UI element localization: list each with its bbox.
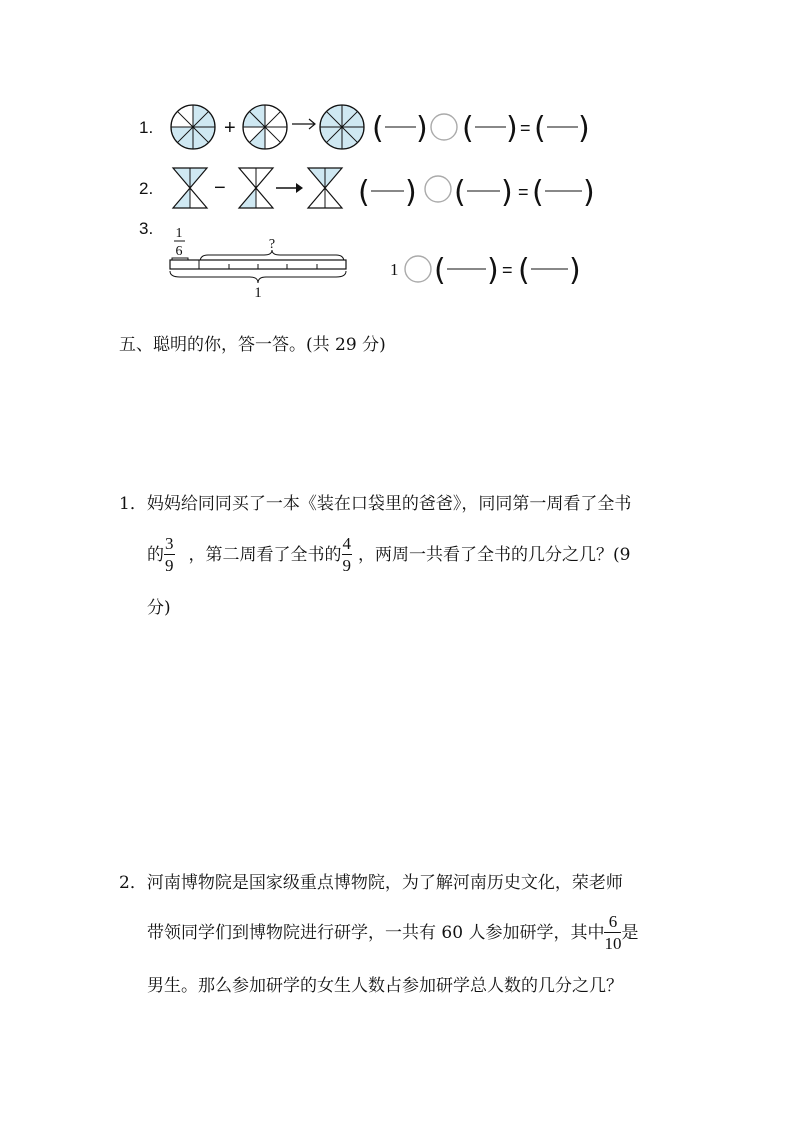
- operator-circle-blank: [405, 256, 431, 282]
- hourglass-2: [239, 168, 273, 208]
- item-number-1: 1.: [139, 118, 154, 137]
- question-text: 河南博物院是国家级重点博物院，为了解河南历史文化，荣老师: [146, 873, 623, 893]
- bottom-label: 1: [254, 285, 262, 301]
- fraction-blank-2: [462, 111, 518, 146]
- question-text: ，第二周看了全书的: [188, 544, 342, 565]
- svg-text:): ): [578, 111, 590, 146]
- top-fraction-denominator: 6: [175, 244, 183, 259]
- svg-text:): ): [569, 253, 581, 288]
- question-number: 1．: [119, 494, 147, 514]
- question-text: 是: [621, 922, 639, 943]
- question-text: 的: [147, 544, 164, 565]
- question-2-line-1: [119, 873, 623, 893]
- minus-sign: −: [214, 177, 226, 199]
- operator-circle-blank: [425, 176, 451, 202]
- fraction-blank-answer: [534, 111, 590, 146]
- pie-circle-2: [243, 105, 287, 149]
- fraction-blank-1: [434, 253, 499, 288]
- svg-text:(: (: [532, 175, 544, 210]
- fraction-blank-answer: [518, 253, 581, 288]
- arrow-icon: [292, 119, 315, 129]
- pie-circle-3: [320, 105, 364, 149]
- question-text: ，两周一共看了全书的几分之几？(9: [358, 544, 631, 565]
- svg-text:(: (: [372, 111, 384, 146]
- svg-text:(: (: [462, 111, 474, 146]
- row1-figures: [168, 102, 588, 154]
- question-text: 妈妈给同同买了一本《装在口袋里的爸爸》，同同第一周看了全书: [146, 494, 632, 514]
- svg-text:): ): [487, 253, 499, 288]
- bottom-curly-brace: [170, 271, 346, 283]
- question-1-line-3: 分): [147, 598, 171, 618]
- fraction-blank-answer: [532, 175, 595, 210]
- item-number-3: 3.: [139, 219, 154, 238]
- fraction-blank-2: [454, 175, 513, 210]
- fraction-blank-1: [358, 175, 417, 210]
- question-number: 2．: [119, 873, 147, 893]
- svg-text:(: (: [358, 175, 370, 210]
- plus-sign: +: [224, 117, 236, 139]
- svg-text:): ): [583, 175, 595, 210]
- top-fraction-numerator: 1: [175, 226, 183, 241]
- item-number-2: 2.: [139, 179, 154, 198]
- svg-text:): ): [416, 111, 428, 146]
- question-text: 带领同学们到博物院进行研学，一共有 60 人参加研学，其中: [147, 922, 605, 943]
- row2-figures: [168, 166, 598, 214]
- section-title: 五、聪明的你，答一答。(共 29 分): [119, 335, 386, 355]
- fraction-4-9: $\frac{4}{9}$: [342, 534, 351, 575]
- svg-text:): ): [405, 175, 417, 210]
- start-value: 1: [390, 260, 399, 279]
- fraction-6-10: $\frac{6}{10}$: [604, 912, 622, 953]
- pie-circle-1: [171, 105, 215, 149]
- svg-text:): ): [506, 111, 518, 146]
- svg-text:(: (: [434, 253, 446, 288]
- question-2-line-3: 男生。那么参加研学的女生人数占参加研学总人数的几分之几？: [147, 976, 623, 996]
- question-1-line-2: [147, 535, 630, 574]
- fraction-blank-1: [372, 111, 428, 146]
- fraction-3-9: $\frac{3}{9}$: [165, 534, 174, 575]
- question-2-line-2: [147, 913, 638, 952]
- row3-figures: [168, 222, 588, 300]
- equals-sign: =: [520, 118, 531, 138]
- svg-text:(: (: [454, 175, 466, 210]
- equals-sign: =: [502, 260, 513, 280]
- question-1-line-1: [119, 494, 631, 514]
- question-mark: ?: [268, 237, 276, 252]
- equals-sign: =: [518, 182, 529, 202]
- hourglass-1: [173, 168, 207, 208]
- hourglass-3: [308, 168, 342, 208]
- svg-text:): ): [501, 175, 513, 210]
- svg-text:(: (: [534, 111, 546, 146]
- operator-circle-blank: [431, 114, 457, 140]
- svg-text:(: (: [518, 253, 530, 288]
- arrow-icon-2: [276, 183, 303, 193]
